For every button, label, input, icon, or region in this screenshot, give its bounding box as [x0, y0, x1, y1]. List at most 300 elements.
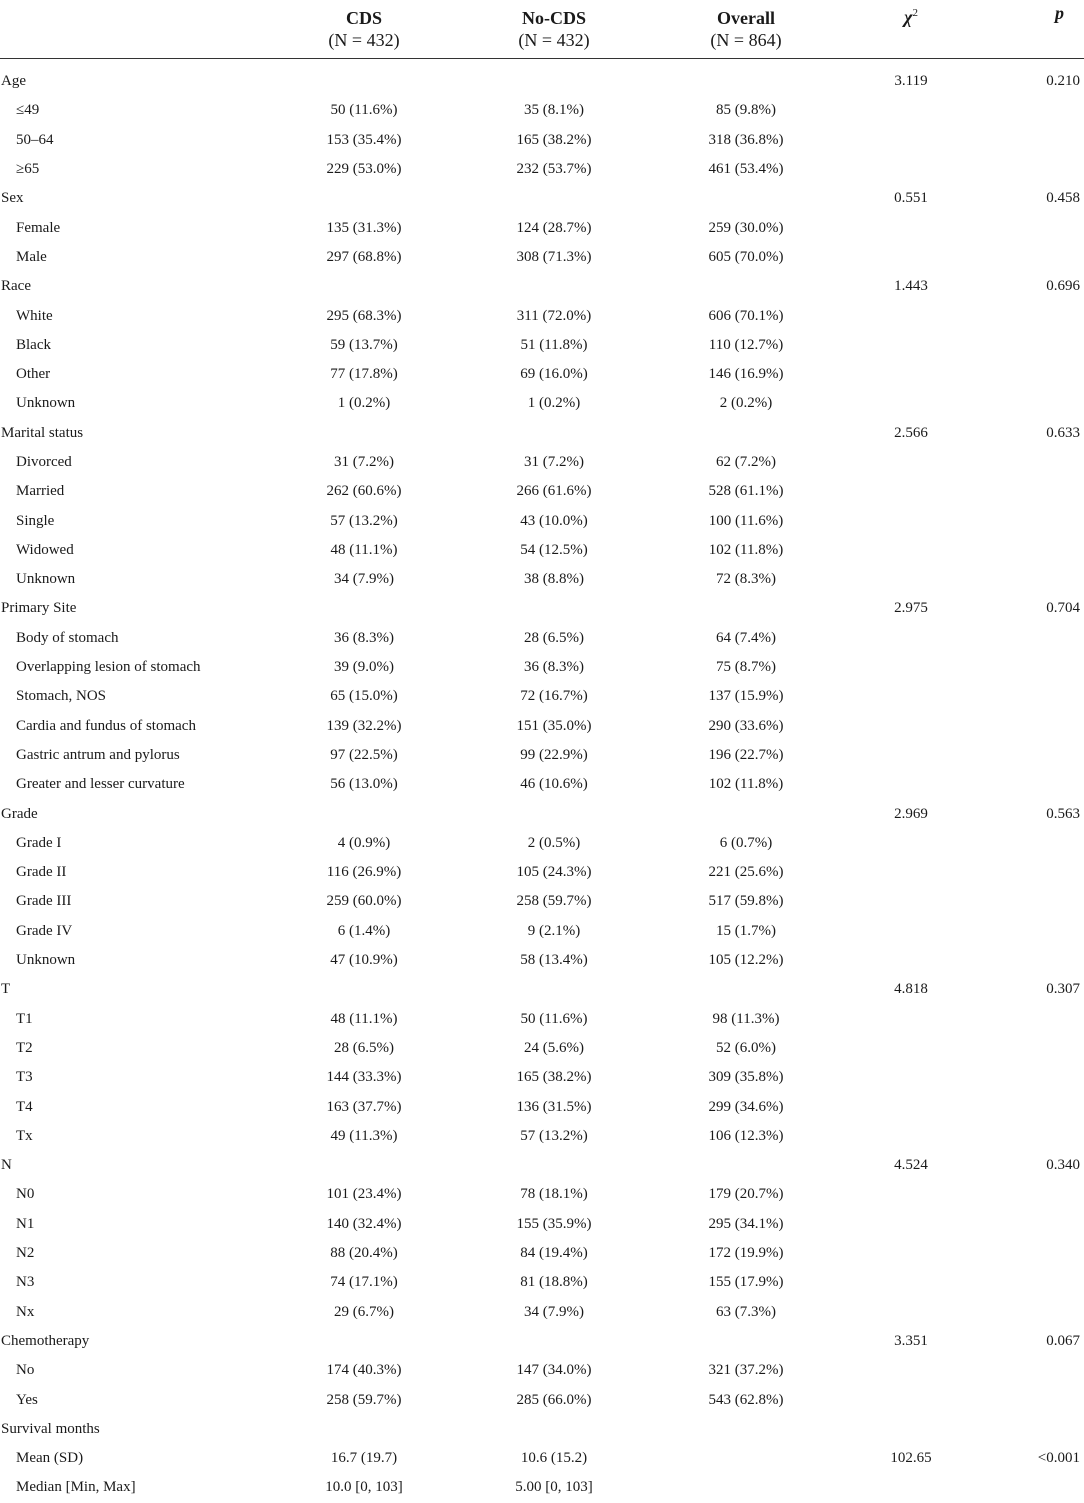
row-label: T1 [16, 1010, 33, 1027]
cell-p-value [980, 770, 1084, 799]
cell-p-value [980, 917, 1084, 946]
table-row-subcategory [0, 858, 1084, 887]
row-label: Grade III [16, 893, 72, 910]
cell-overall: 543 (62.8%) [708, 1391, 784, 1408]
cell-cds [270, 419, 458, 448]
cell-nocds: 147 (34.0%) [516, 1362, 592, 1379]
cell-nocds: 9 (2.1%) [527, 922, 581, 939]
cell-cds: 39 (9.0%) [334, 659, 394, 676]
cell-chi-square [842, 213, 980, 242]
cell-nocds: 266 (61.6%) [516, 483, 592, 500]
cell-chi-square [842, 360, 980, 389]
cell-p-value: 0.704 [1046, 600, 1080, 617]
cell-cds [270, 272, 458, 301]
cell-cds: 65 (15.0%) [330, 688, 398, 705]
cell-cds: 97 (22.5%) [330, 746, 398, 763]
cell-chi-square: 0.551 [894, 190, 928, 207]
cell-overall: 2 (0.2%) [719, 395, 773, 412]
row-label: N1 [16, 1215, 35, 1232]
cell-cds: 4 (0.9%) [337, 834, 391, 851]
row-label: N2 [16, 1245, 35, 1262]
cell-chi-square [842, 917, 980, 946]
table-row-subcategory [0, 741, 1084, 770]
row-label: Married [16, 483, 65, 500]
cell-cds: 140 (32.4%) [326, 1215, 402, 1232]
table-row-subcategory [0, 360, 1084, 389]
cell-nocds: 165 (38.2%) [516, 1069, 592, 1086]
table-row-category [0, 1415, 1084, 1444]
row-label: Single [16, 512, 55, 529]
cell-nocds [458, 184, 650, 213]
row-label: Primary Site [1, 600, 77, 617]
cell-p-value [980, 858, 1084, 887]
cell-chi-square [842, 1297, 980, 1326]
cell-cds: 88 (20.4%) [330, 1245, 398, 1262]
cell-cds: 1 (0.2%) [337, 395, 391, 412]
cell-p-value [980, 536, 1084, 565]
cell-cds: 135 (31.3%) [326, 219, 402, 236]
cell-overall [650, 272, 842, 301]
table-row-category [0, 975, 1084, 1004]
cell-nocds: 35 (8.1%) [524, 102, 584, 119]
table-row-subcategory [0, 682, 1084, 711]
cell-chi-square [842, 624, 980, 653]
cell-nocds [458, 59, 650, 97]
cell-p-value [980, 360, 1084, 389]
cell-chi-square [842, 682, 980, 711]
cell-nocds: 311 (72.0%) [516, 307, 592, 324]
table-row-category [0, 594, 1084, 623]
cell-cds: 74 (17.1%) [330, 1274, 398, 1291]
cell-chi-square [842, 1473, 980, 1502]
cell-cds: 101 (23.4%) [326, 1186, 402, 1203]
cell-p-value [980, 506, 1084, 535]
cell-p-value [980, 565, 1084, 594]
table-row-category [0, 799, 1084, 828]
header-chi-sup: 2 [912, 7, 918, 19]
cell-nocds [458, 419, 650, 448]
cell-nocds [458, 799, 650, 828]
header-overall-n: (N = 864) [710, 30, 782, 50]
header-chi-square [842, 0, 980, 59]
cell-chi-square [842, 96, 980, 125]
table-row-subcategory [0, 477, 1084, 506]
cell-p-value [980, 477, 1084, 506]
cell-overall: 105 (12.2%) [708, 952, 784, 969]
cell-overall [650, 419, 842, 448]
cell-overall: 321 (37.2%) [708, 1362, 784, 1379]
cell-overall: 309 (35.8%) [708, 1069, 784, 1086]
row-label: Unknown [16, 395, 76, 412]
table-row-category [0, 272, 1084, 301]
cell-chi-square [842, 1092, 980, 1121]
cell-cds: 34 (7.9%) [334, 571, 394, 588]
table-row-subcategory [0, 1034, 1084, 1063]
cell-p-value [980, 741, 1084, 770]
cell-p-value [980, 1297, 1084, 1326]
cell-cds: 48 (11.1%) [330, 541, 398, 558]
cell-p-value [980, 887, 1084, 916]
cell-chi-square [842, 829, 980, 858]
cell-nocds: 165 (38.2%) [516, 131, 592, 148]
cell-overall: 137 (15.9%) [708, 688, 784, 705]
cell-overall: 102 (11.8%) [708, 776, 784, 793]
cell-overall [650, 184, 842, 213]
cell-cds: 77 (17.8%) [330, 366, 398, 383]
row-label: Age [1, 73, 26, 90]
row-label: Survival months [1, 1420, 100, 1437]
table-row-subcategory [0, 1063, 1084, 1092]
cell-chi-square: 2.975 [894, 600, 928, 617]
row-label: T4 [16, 1098, 33, 1115]
cell-nocds [458, 975, 650, 1004]
row-label: Sex [1, 190, 24, 207]
row-label: T3 [16, 1069, 33, 1086]
cell-p-value [980, 213, 1084, 242]
table-row-subcategory [0, 301, 1084, 330]
cell-cds: 57 (13.2%) [330, 512, 398, 529]
cell-nocds: 38 (8.8%) [524, 571, 584, 588]
row-label: ≥65 [16, 161, 40, 178]
cell-overall: 72 (8.3%) [716, 571, 776, 588]
cell-chi-square [842, 1385, 980, 1414]
cell-nocds: 34 (7.9%) [524, 1303, 584, 1320]
cell-nocds [458, 272, 650, 301]
cell-cds: 59 (13.7%) [330, 336, 398, 353]
cell-cds [270, 1151, 458, 1180]
cell-overall: 290 (33.6%) [708, 717, 784, 734]
cell-p-value: 0.458 [1046, 190, 1080, 207]
header-stub [0, 0, 270, 59]
cell-chi-square [842, 331, 980, 360]
cell-p-value [980, 829, 1084, 858]
cell-nocds: 36 (8.3%) [524, 659, 584, 676]
row-label: Race [1, 278, 31, 295]
cell-overall [650, 1151, 842, 1180]
cell-chi-square: 1.443 [894, 278, 928, 295]
cell-p-value [980, 1268, 1084, 1297]
row-label: Grade [1, 805, 38, 822]
cell-nocds: 31 (7.2%) [524, 454, 584, 470]
cell-overall: 528 (61.1%) [708, 483, 784, 500]
cell-cds: 6 (1.4%) [337, 922, 391, 939]
cell-overall [650, 975, 842, 1004]
cell-overall: 85 (9.8%) [716, 102, 776, 119]
cell-p-value [980, 301, 1084, 330]
cell-nocds: 58 (13.4%) [520, 952, 588, 969]
cell-p-value: 0.340 [1046, 1157, 1080, 1174]
cell-overall [650, 1415, 842, 1444]
cell-cds [270, 184, 458, 213]
cell-chi-square [842, 1005, 980, 1034]
cell-cds: 297 (68.8%) [326, 248, 402, 265]
header-overall [650, 0, 842, 59]
cell-chi-square [842, 506, 980, 535]
cell-chi-square [842, 1210, 980, 1239]
row-label: Median [Min, Max] [16, 1479, 136, 1496]
table-row-subcategory [0, 565, 1084, 594]
cell-chi-square [842, 126, 980, 155]
cell-overall: 299 (34.6%) [708, 1098, 784, 1115]
cell-chi-square [842, 536, 980, 565]
row-label: Body of stomach [16, 629, 119, 646]
row-label: Cardia and fundus of stomach [16, 717, 196, 734]
table-row-subcategory [0, 770, 1084, 799]
row-label: Gastric antrum and pylorus [16, 746, 180, 763]
cell-overall: 318 (36.8%) [708, 131, 784, 148]
table-row-category [0, 1151, 1084, 1180]
cell-chi-square [842, 448, 980, 477]
cell-chi-square [842, 477, 980, 506]
table-row-subcategory [0, 1239, 1084, 1268]
cell-p-value [980, 682, 1084, 711]
cell-overall: 110 (12.7%) [708, 336, 784, 353]
row-label: ≤49 [16, 102, 40, 119]
row-label: No [16, 1362, 35, 1379]
cell-nocds: 43 (10.0%) [520, 512, 588, 529]
cell-cds [270, 799, 458, 828]
cell-nocds: 57 (13.2%) [520, 1127, 588, 1144]
header-cds-n: (N = 432) [328, 30, 400, 50]
table-row-category [0, 419, 1084, 448]
table-row-subcategory [0, 653, 1084, 682]
table-body [0, 59, 1084, 1503]
row-label: N0 [16, 1186, 35, 1203]
cell-p-value [980, 1473, 1084, 1502]
cell-p-value: <0.001 [1037, 1450, 1080, 1467]
cell-nocds: 54 (12.5%) [520, 541, 588, 558]
cell-chi-square [842, 1239, 980, 1268]
table-row-subcategory [0, 1180, 1084, 1209]
table-row-subcategory [0, 331, 1084, 360]
cell-p-value: 0.067 [1046, 1332, 1080, 1349]
header-cds [270, 0, 458, 59]
table-row-category [0, 1327, 1084, 1356]
cell-nocds [458, 594, 650, 623]
cell-nocds: 285 (66.0%) [516, 1391, 592, 1408]
cell-p-value [980, 1180, 1084, 1209]
table-row-subcategory [0, 887, 1084, 916]
row-label: Tx [16, 1127, 33, 1144]
cell-cds: 49 (11.3%) [330, 1127, 398, 1144]
cell-nocds: 10.6 (15.2) [520, 1450, 588, 1467]
row-label: Widowed [16, 541, 74, 558]
cell-p-value [980, 331, 1084, 360]
cell-cds: 163 (37.7%) [326, 1098, 402, 1115]
row-label: Nx [16, 1303, 35, 1320]
header-overall-label: Overall [717, 8, 775, 28]
cell-chi-square [842, 741, 980, 770]
cell-chi-square [842, 243, 980, 272]
cell-chi-square [842, 1268, 980, 1297]
row-label: Greater and lesser curvature [16, 776, 185, 793]
cell-nocds: 78 (18.1%) [520, 1186, 588, 1203]
table-row-subcategory [0, 243, 1084, 272]
cell-nocds: 72 (16.7%) [520, 688, 588, 705]
cell-nocds: 2 (0.5%) [527, 834, 581, 851]
cell-cds: 259 (60.0%) [326, 893, 402, 910]
cell-chi-square [842, 887, 980, 916]
cell-chi-square [842, 1122, 980, 1151]
row-label: T2 [16, 1039, 33, 1056]
table-row-subcategory [0, 1444, 1084, 1473]
row-label: N3 [16, 1274, 35, 1291]
cell-p-value [980, 126, 1084, 155]
cell-nocds: 105 (24.3%) [516, 864, 592, 881]
cell-cds: 16.7 (19.7) [330, 1450, 398, 1467]
cell-cds: 56 (13.0%) [330, 776, 398, 793]
table-row-subcategory [0, 448, 1084, 477]
table-row-subcategory [0, 506, 1084, 535]
table-row-subcategory [0, 1385, 1084, 1414]
cell-cds: 47 (10.9%) [330, 952, 398, 969]
cell-overall: 259 (30.0%) [708, 219, 784, 236]
table-row-subcategory [0, 536, 1084, 565]
cell-overall: 461 (53.4%) [708, 161, 784, 178]
cell-nocds: 1 (0.2%) [527, 395, 581, 412]
cell-cds: 153 (35.4%) [326, 131, 402, 148]
cell-nocds: 258 (59.7%) [516, 893, 592, 910]
cell-p-value [980, 1415, 1084, 1444]
row-label: Mean (SD) [16, 1450, 84, 1467]
cell-p-value [980, 1385, 1084, 1414]
cell-nocds: 308 (71.3%) [516, 248, 592, 265]
cell-cds: 116 (26.9%) [326, 864, 402, 881]
cell-chi-square [842, 653, 980, 682]
cell-p-value [980, 1122, 1084, 1151]
row-label: Grade II [16, 864, 67, 881]
cell-chi-square [842, 1356, 980, 1385]
cell-nocds: 124 (28.7%) [516, 219, 592, 236]
cell-nocds [458, 1151, 650, 1180]
cell-p-value [980, 1239, 1084, 1268]
cell-overall [650, 1473, 842, 1502]
cell-cds: 36 (8.3%) [334, 629, 394, 646]
table-row-subcategory [0, 1210, 1084, 1239]
cell-overall [650, 594, 842, 623]
cell-p-value [980, 155, 1084, 184]
cell-cds: 139 (32.2%) [326, 717, 402, 734]
row-label: Male [16, 248, 47, 265]
row-label: Unknown [16, 571, 76, 588]
table-row-subcategory [0, 829, 1084, 858]
cell-overall: 221 (25.6%) [708, 864, 784, 881]
table-row-subcategory [0, 946, 1084, 975]
cell-chi-square: 102.65 [890, 1450, 932, 1467]
cell-overall: 15 (1.7%) [716, 922, 776, 939]
cell-p-value [980, 1005, 1084, 1034]
cell-chi-square: 3.351 [894, 1332, 928, 1349]
cell-nocds: 232 (53.7%) [516, 161, 592, 178]
header-nocds [458, 0, 650, 59]
table-row-subcategory [0, 1122, 1084, 1151]
cell-overall: 6 (0.7%) [719, 834, 773, 851]
row-label: Chemotherapy [1, 1332, 90, 1349]
table-row-subcategory [0, 1356, 1084, 1385]
cell-nocds: 24 (5.6%) [524, 1039, 584, 1056]
cell-overall: 75 (8.7%) [716, 659, 776, 676]
cell-cds: 31 (7.2%) [334, 454, 394, 470]
row-label: Yes [16, 1391, 38, 1408]
cell-cds: 258 (59.7%) [326, 1391, 402, 1408]
row-label: Grade I [16, 834, 62, 851]
row-label: Unknown [16, 952, 76, 969]
row-label: N [1, 1157, 12, 1174]
cell-nocds: 151 (35.0%) [516, 717, 592, 734]
cell-overall: 64 (7.4%) [716, 629, 776, 646]
cell-overall [650, 59, 842, 97]
row-label: Black [16, 336, 51, 353]
cell-chi-square: 3.119 [894, 73, 928, 90]
cell-chi-square [842, 712, 980, 741]
cell-chi-square [842, 858, 980, 887]
cell-chi-square [842, 301, 980, 330]
cell-overall: 179 (20.7%) [708, 1186, 784, 1203]
cell-cds: 28 (6.5%) [334, 1039, 394, 1056]
cell-cds: 262 (60.6%) [326, 483, 402, 500]
cell-p-value: 0.696 [1046, 278, 1080, 295]
cell-p-value [980, 243, 1084, 272]
header-chi-label: χ [904, 7, 913, 27]
cell-overall: 52 (6.0%) [716, 1039, 776, 1056]
table-row-category [0, 59, 1084, 97]
cell-nocds: 28 (6.5%) [524, 629, 584, 646]
cell-nocds: 69 (16.0%) [520, 366, 588, 383]
cell-nocds: 136 (31.5%) [516, 1098, 592, 1115]
row-label: Stomach, NOS [16, 688, 106, 705]
cell-nocds: 51 (11.8%) [520, 336, 588, 353]
cell-p-value: 0.563 [1046, 805, 1080, 822]
header-nocds-label: No-CDS [521, 8, 586, 28]
cell-cds: 174 (40.3%) [326, 1362, 402, 1379]
cell-chi-square: 4.524 [894, 1157, 928, 1174]
cell-chi-square [842, 1034, 980, 1063]
cell-cds: 295 (68.3%) [326, 307, 402, 324]
table-row-subcategory [0, 1268, 1084, 1297]
cell-cds: 29 (6.7%) [334, 1303, 394, 1320]
row-label: Overlapping lesion of stomach [16, 659, 201, 676]
table-row-subcategory [0, 389, 1084, 418]
cell-overall: 517 (59.8%) [708, 893, 784, 910]
cell-p-value [980, 624, 1084, 653]
cell-nocds [458, 1327, 650, 1356]
cell-cds [270, 975, 458, 1004]
cell-p-value [980, 96, 1084, 125]
cell-cds [270, 59, 458, 97]
cell-p-value [980, 448, 1084, 477]
cell-p-value [980, 1356, 1084, 1385]
cell-overall [650, 1327, 842, 1356]
cell-p-value: 0.210 [1046, 73, 1080, 90]
cell-nocds: 5.00 [0, 103] [515, 1479, 593, 1496]
table-row-subcategory [0, 1005, 1084, 1034]
cell-p-value [980, 1210, 1084, 1239]
cell-chi-square: 4.818 [894, 981, 928, 998]
table-row-subcategory [0, 1297, 1084, 1326]
row-label: White [16, 307, 53, 324]
cell-cds: 48 (11.1%) [330, 1010, 398, 1027]
table-row-subcategory [0, 96, 1084, 125]
cell-chi-square [842, 946, 980, 975]
cell-overall: 106 (12.3%) [708, 1127, 784, 1144]
cell-cds [270, 1415, 458, 1444]
cell-nocds: 81 (18.8%) [520, 1274, 588, 1291]
cell-chi-square: 2.566 [894, 424, 928, 441]
table-row-subcategory [0, 712, 1084, 741]
cell-overall: 172 (19.9%) [708, 1245, 784, 1262]
row-label: Female [16, 219, 61, 236]
header-nocds-n: (N = 432) [518, 30, 590, 50]
